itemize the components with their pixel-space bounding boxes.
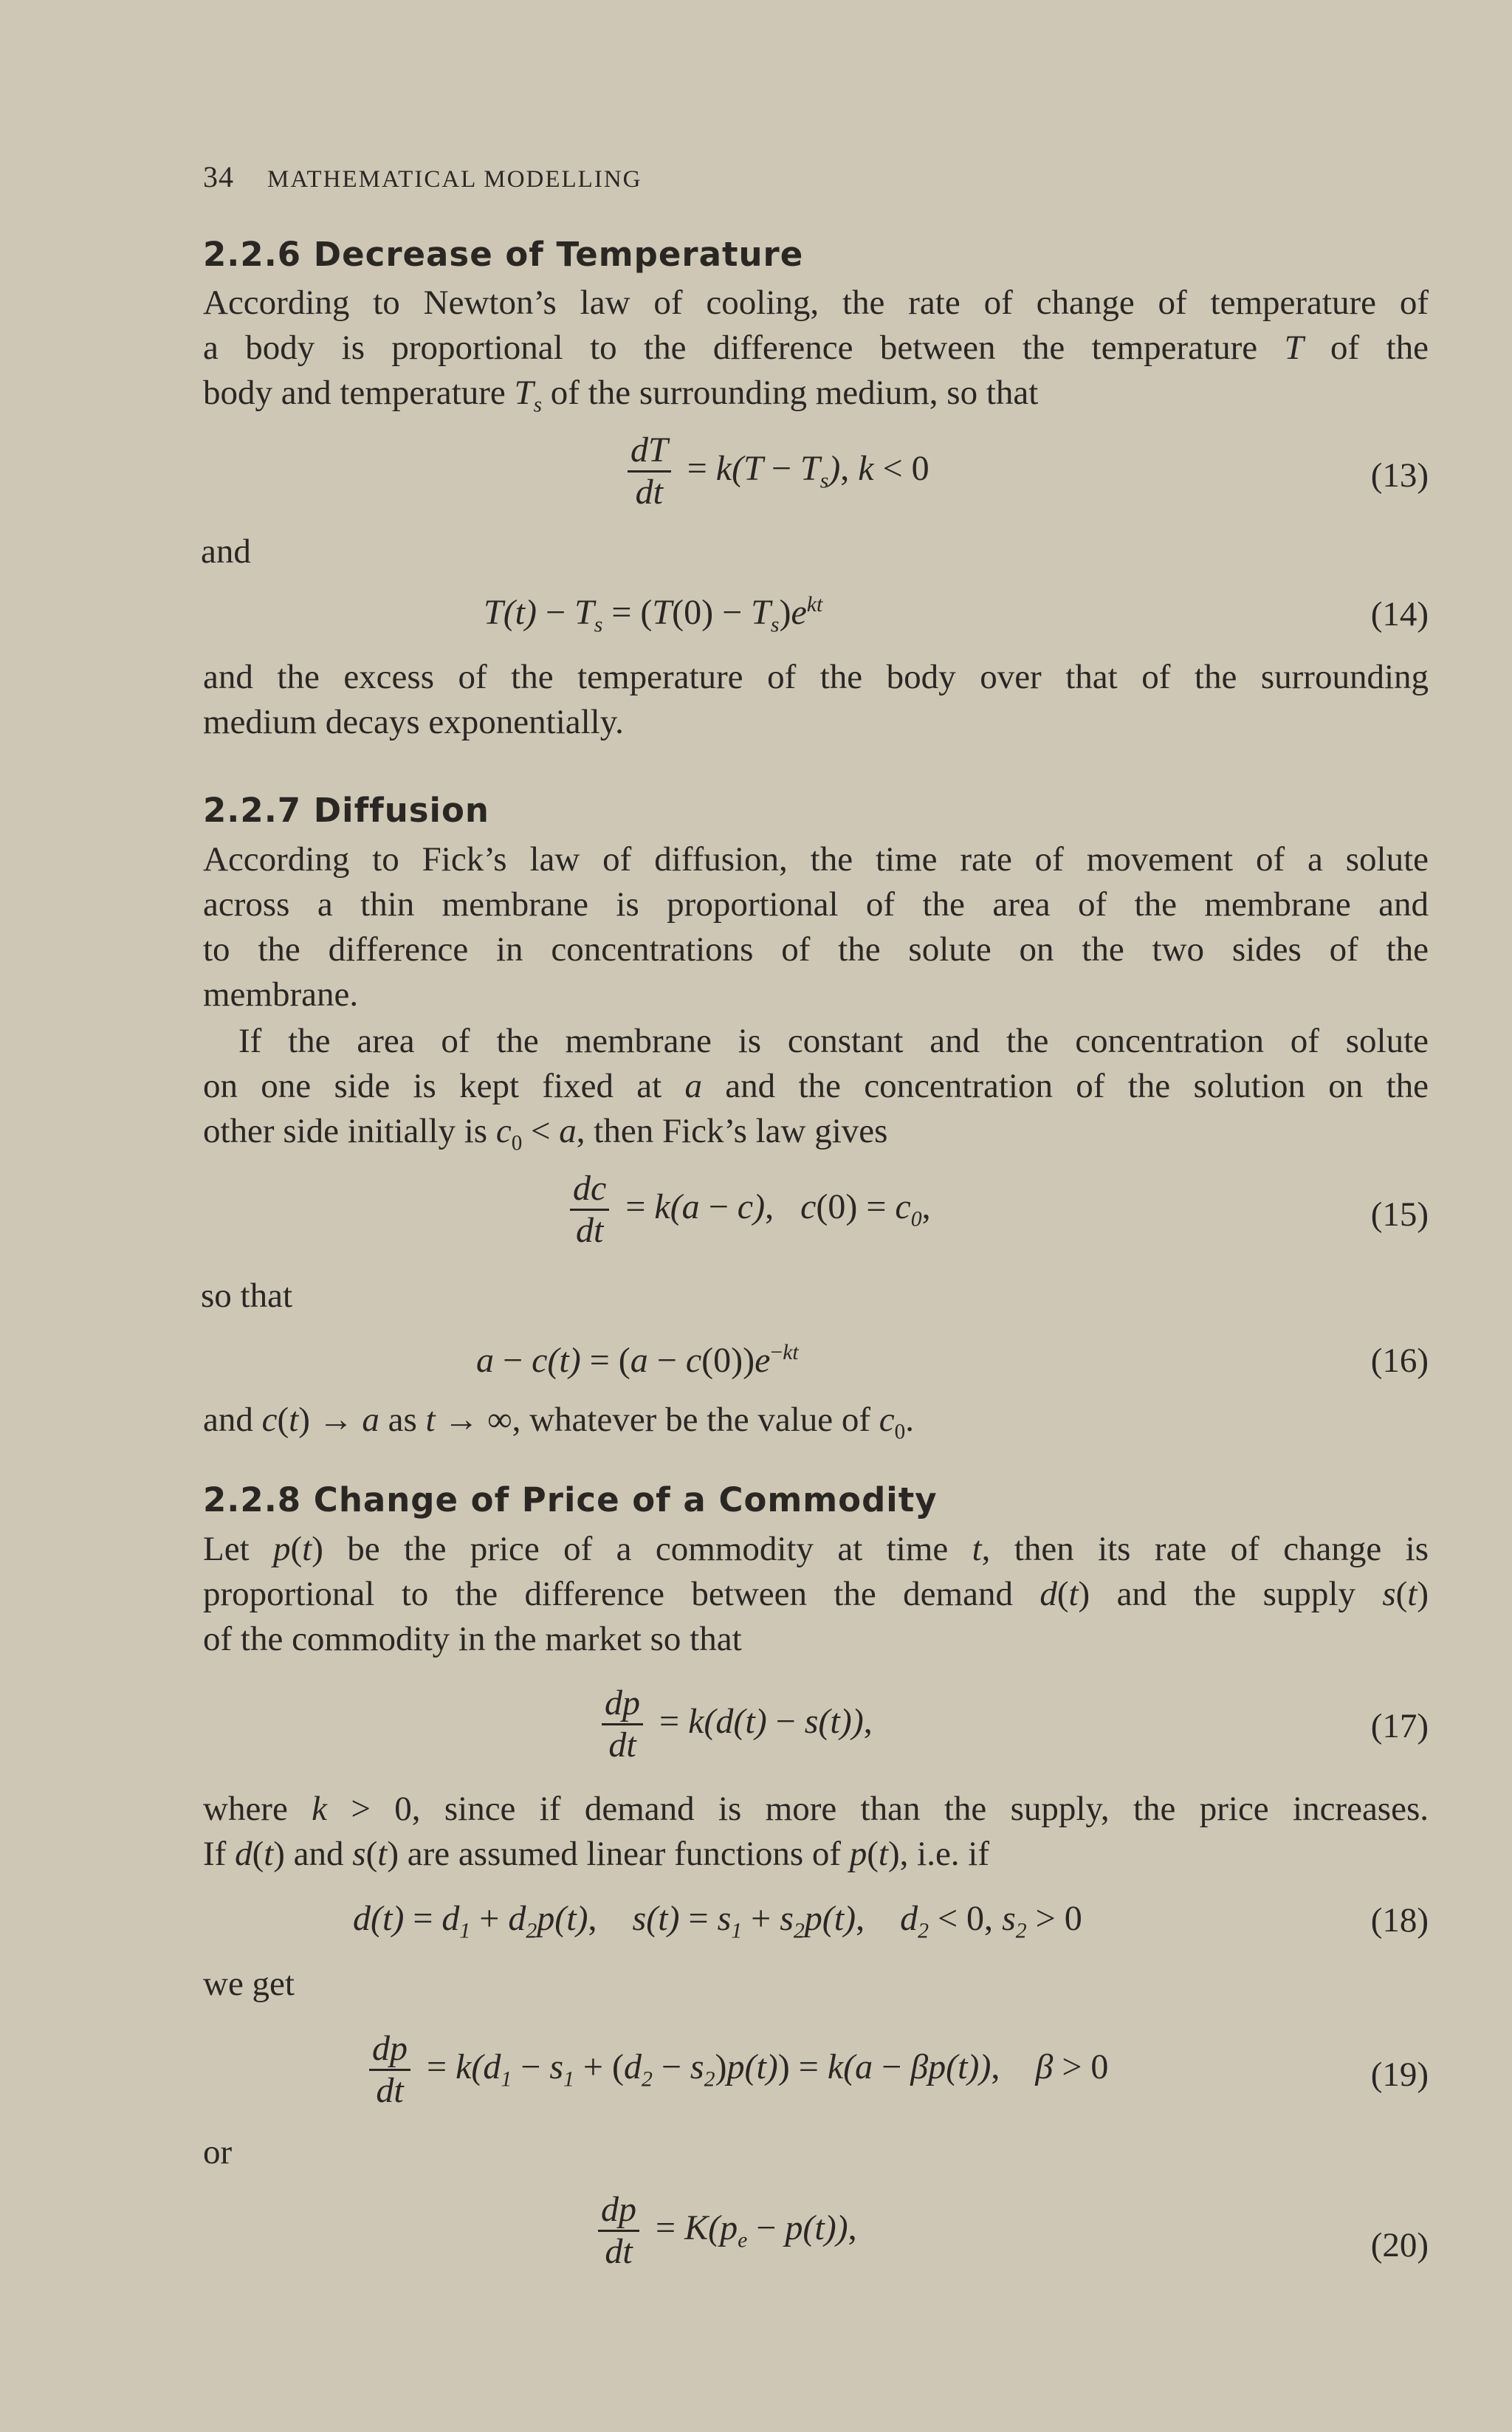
- text-line: membrane.: [203, 975, 359, 1014]
- text-line: Let p(t) be the price of a commodity at time t, then its rate of change is: [203, 1530, 1429, 1568]
- equation-number-16: (16): [1370, 1342, 1429, 1380]
- text-line: on one side is kept fixed at a and the concentration of the solution on the: [203, 1067, 1429, 1105]
- equation-number-18: (18): [1370, 1901, 1429, 1940]
- equation-16: $a - c(t) = (a - c(0))e^{-kt}$: [476, 1340, 799, 1380]
- text-line: and c(t) → a as t → ∞, whatever be the value of $c_0$.: [203, 1401, 914, 1444]
- connector-so-that: so that: [201, 1277, 293, 1315]
- equation-18: $d(t) = d_1 + d_2p(t)$, $s(t) = s_1 + s_2p(t)$, $d_2 < 0$, $s_2 > 0$: [353, 1899, 1082, 1943]
- paragraph-newton-cooling: [203, 281, 1429, 427]
- text-line: proportional to the difference between the demand d(t) and the supply s(t): [203, 1575, 1429, 1613]
- text-line: to the difference in concentrations of the solute on the two sides of the: [203, 930, 1429, 969]
- connector-and: and: [201, 532, 251, 571]
- text-line: other side initially is $c_0 < a$, then Fick’s law gives: [203, 1112, 888, 1155]
- equation-13: $\frac{dT}{dt}$ = $k(T - T_s)$, k < 0: [620, 432, 929, 512]
- running-header: [203, 159, 642, 194]
- paragraph-membrane-area: [203, 1019, 1429, 1166]
- text-line: According to Newton’s law of cooling, the rate of change of temperature of: [203, 284, 1429, 322]
- paragraph-fick-law: [203, 837, 1429, 1017]
- equation-14: $T(t) - T_s = (T(0) - T_s)e^{kt}$: [484, 592, 823, 637]
- equation-20: $\frac{dp}{dt}$ = $K(p_e - p(t))$,: [591, 2191, 857, 2271]
- equation-number-15: (15): [1370, 1195, 1429, 1234]
- section-heading-2-2-8: 2.2.8 Change of Price of a Commodity: [203, 1480, 938, 1519]
- paragraph-limit: [203, 1398, 1429, 1454]
- equation-number-13: (13): [1370, 456, 1429, 495]
- equation-17: $\frac{dp}{dt}$ = k(d(t) − s(t)),: [594, 1685, 873, 1765]
- equation-number-19: (19): [1370, 2055, 1429, 2094]
- section-heading-2-2-7: 2.2.7 Diffusion: [203, 791, 489, 830]
- equation-number-17: (17): [1370, 1707, 1429, 1745]
- connector-we-get: we get: [203, 1965, 295, 2003]
- paragraph-price-commodity: [203, 1527, 1429, 1662]
- equation-19: $\frac{dp}{dt}$ = $k(d_1 - s_1 + (d_2 - s_2)p(t)) = k(a - \beta p(t))$, β > 0: [362, 2030, 1108, 2110]
- text-line: across a thin membrane is proportional of the area of the membrane and: [203, 885, 1429, 924]
- paragraph-linear-functions: [203, 1787, 1429, 1877]
- paragraph-excess-temperature: [203, 655, 1429, 745]
- equation-number-14: (14): [1370, 595, 1429, 633]
- text-line: If the area of the membrane is constant and the concentration of solute: [238, 1022, 1429, 1060]
- text-line: where k > 0, since if demand is more than the supply, the price increases.: [203, 1790, 1429, 1828]
- text-line: of the commodity in the market so that: [203, 1620, 742, 1658]
- text-line: If d(t) and s(t) are assumed linear functions of p(t), i.e. if: [203, 1835, 990, 1873]
- equation-15: $\frac{dc}{dt}$ = k(a − c), $c(0) = c_0$,: [563, 1170, 931, 1250]
- connector-or: or: [203, 2133, 233, 2171]
- page-number: 34: [203, 160, 234, 193]
- running-title: MATHEMATICAL MODELLING: [267, 166, 642, 193]
- text-line: According to Fick’s law of diffusion, the time rate of movement of a solute: [203, 840, 1429, 879]
- section-heading-2-2-6: 2.2.6 Decrease of Temperature: [203, 235, 804, 274]
- text-line: medium decays exponentially.: [203, 703, 624, 741]
- equation-number-20: (20): [1370, 2226, 1429, 2264]
- text-line: and the excess of the temperature of the body over that of the surrounding: [203, 658, 1429, 696]
- text-line: body and temperature $T_s$ of the surrounding medium, so that: [203, 374, 1039, 417]
- text-line: a body is proportional to the difference between the temperature T of the: [203, 329, 1429, 367]
